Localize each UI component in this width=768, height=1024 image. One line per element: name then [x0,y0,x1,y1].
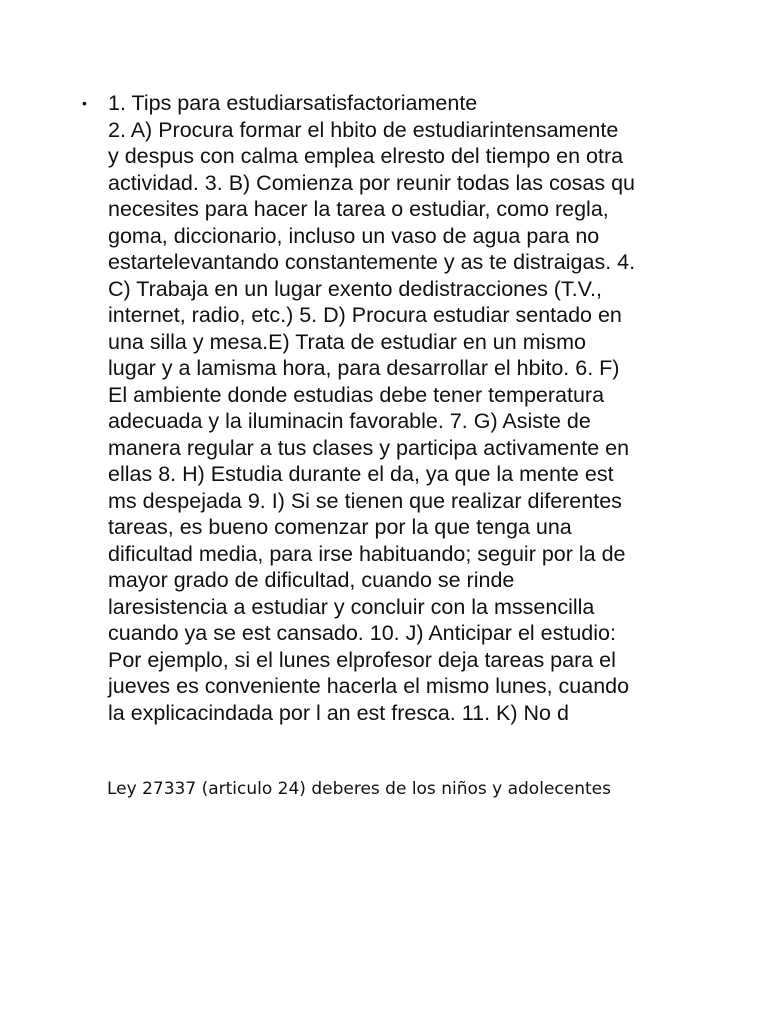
text-line: El ambiente donde estudias debe tener temperatura [108,382,605,407]
text-line: lugar y a lamisma hora, para desarrollar el hbito. 6. F) [108,356,620,380]
text-line: Por ejemplo, si el lunes elprofesor deja tareas para el [108,647,616,672]
text-line: internet, radio, etc.) 5. D) Procura estudiar sentado en [108,303,622,327]
text-line: mayor grado de dificultad, cuando se rinde [108,568,515,592]
text-line: dificultad media, para irse habituando; seguir por la de [108,541,626,566]
text-line: una silla y mesa.E) Trata de estudiar en un mismo [108,329,586,354]
text-line: necesites para hacer la tarea o estudiar, como regla, [108,197,609,221]
text-line: cuando ya se est cansado. 10. J) Anticipar el estudio: [108,621,616,645]
text-line: manera regular a tus clases y participa activamente en [108,435,630,460]
bullet-marker: • [82,95,87,111]
text-line: la explicacindada por l an est fresca. 11. K) No d [108,700,569,725]
paragraph-text [108,90,702,726]
text-line: y despus con calma emplea elresto del tiempo en otra [108,144,624,168]
text-line: ms despejada 9. I) Si se tienen que realizar diferentes [108,488,622,513]
text-line: 2. A) Procura formar el hbito de estudiarintensamente [108,117,619,142]
law-reference-heading: Ley 27337 (articulo 24) deberes de los niños y adolecentes [107,779,611,799]
text-line: C) Trabaja en un lugar exento dedistracciones (T.V., [108,276,602,301]
text-line: actividad. 3. B) Comienza por reunir todas las cosas qu [108,170,636,195]
text-line: ellas 8. H) Estudia durante el da, ya que la mente est [108,462,614,486]
text-line: laresistencia a estudiar y concluir con la mssencilla [108,594,595,619]
text-line: adecuada y la iluminacin favorable. 7. G) Asiste de [108,409,591,433]
text-line: goma, diccionario, incluso un vaso de agua para no [108,223,600,248]
bulleted-paragraph [82,90,702,726]
text-line: tareas, es bueno comenzar por la que tenga una [108,515,572,539]
text-line: 1. Tips para estudiarsatisfactoriamente [108,91,478,115]
text-line: jueves es conveniente hacerla el mismo lunes, cuando [108,674,630,698]
text-line: estartelevantando constantemente y as te distraigas. 4. [108,250,636,274]
